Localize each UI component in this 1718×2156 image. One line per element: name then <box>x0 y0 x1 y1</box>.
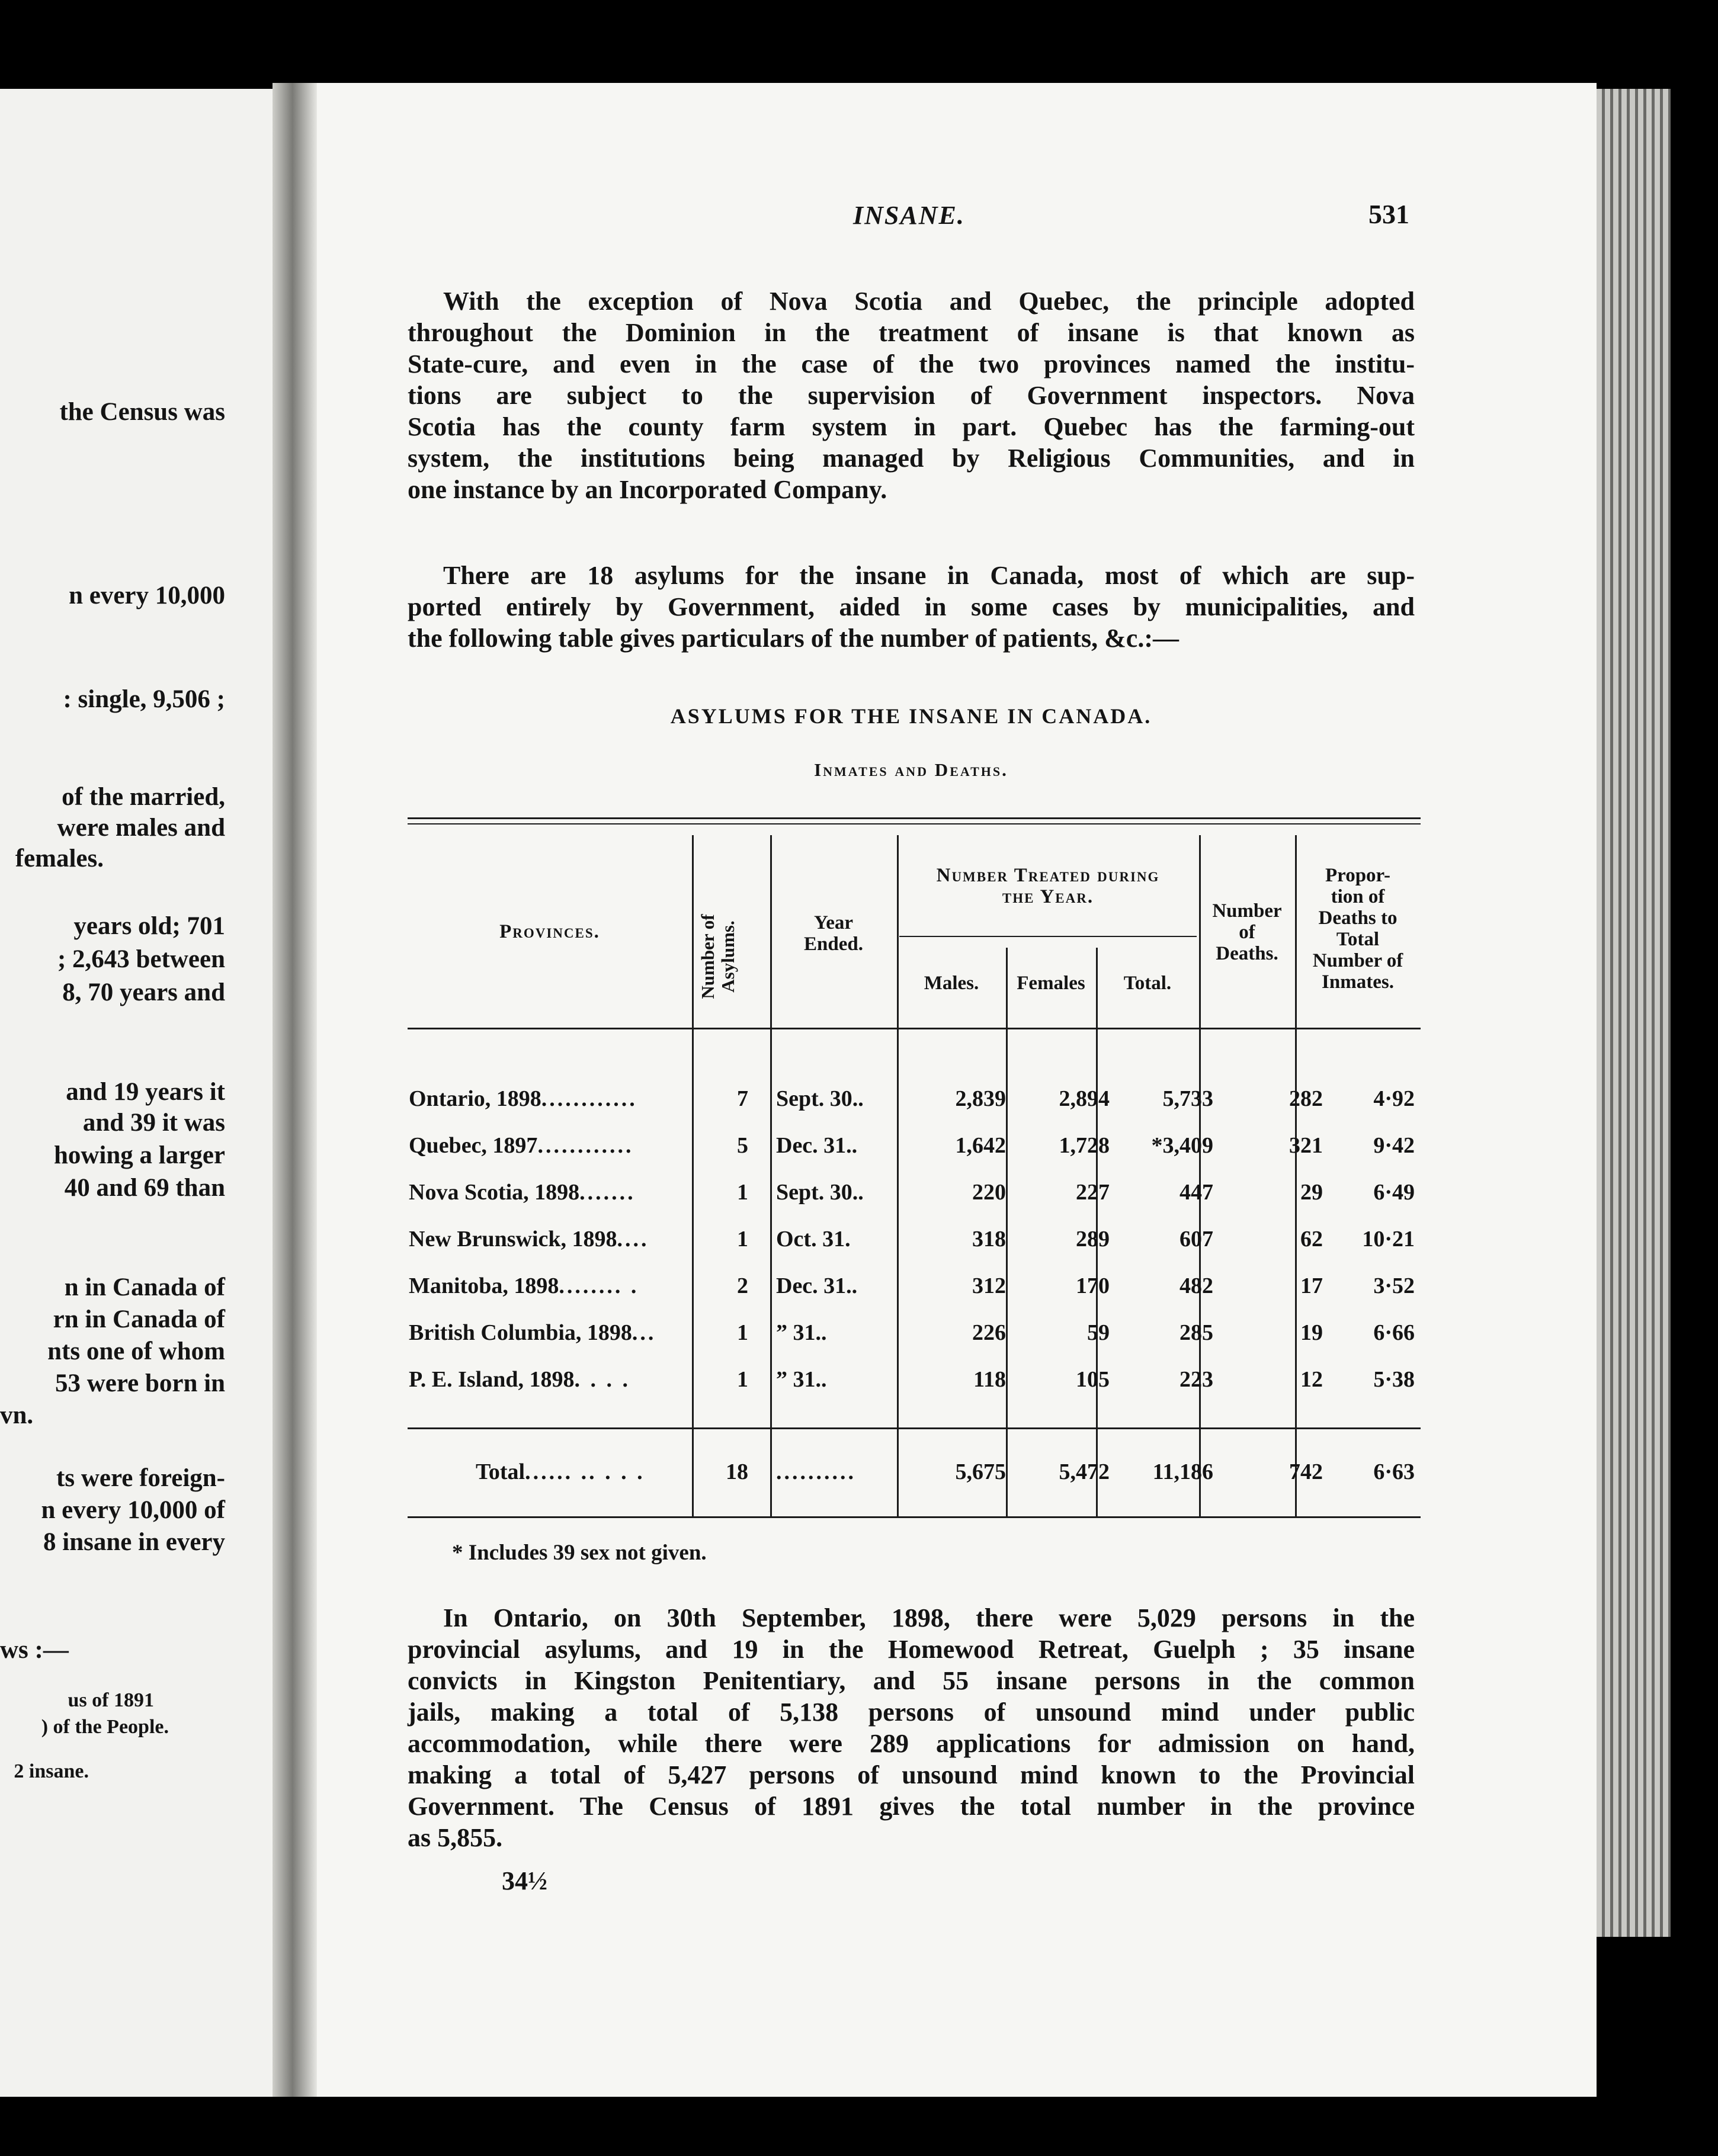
cell-asylums: 2 <box>737 1273 748 1298</box>
left-page-line: nts one of whom <box>47 1337 225 1365</box>
cell-year-ended: Dec. 31.. <box>776 1273 858 1298</box>
cell-province <box>476 1451 689 1493</box>
leader-dots: ...... .. . . . <box>525 1459 645 1484</box>
left-page-line: and 39 it was <box>82 1109 225 1137</box>
page-edges <box>1597 89 1674 1937</box>
table-rule <box>899 936 1197 937</box>
cell-year-ended: Sept. 30.. <box>776 1180 864 1205</box>
table-rule <box>408 1516 1421 1518</box>
paragraph-line: as 5,855. <box>408 1823 503 1852</box>
total-label: Total <box>476 1459 525 1484</box>
table-title: ASYLUMS FOR THE INSANE IN CANADA. <box>670 704 1152 728</box>
table-rule <box>408 817 1421 819</box>
province-name: Nova Scotia, 1898 <box>409 1180 580 1205</box>
left-page-line: were males and <box>57 814 225 842</box>
cell-proportion: 6·49 <box>1373 1180 1415 1205</box>
cell-year-ended: ” 31.. <box>776 1367 827 1392</box>
left-page-line: vn. <box>0 1401 34 1429</box>
paragraph-exception <box>408 285 1415 505</box>
leader-dots: ............ <box>541 1086 637 1111</box>
cell-proportion: 5·38 <box>1373 1367 1415 1392</box>
left-page-line: ) of the People. <box>41 1716 169 1738</box>
cell-females: 1,728 <box>1059 1133 1110 1158</box>
header-proportion-line3: Deaths to <box>1318 907 1398 929</box>
province-name: British Columbia, 1898 <box>409 1320 632 1345</box>
table-rule <box>408 1427 1421 1429</box>
header-year-ended-line1: Year <box>814 912 853 933</box>
cell-province <box>409 1078 687 1119</box>
cell-province <box>409 1265 687 1307</box>
cell-total: 447 <box>1179 1180 1213 1205</box>
leader-dots: ............ <box>537 1133 634 1158</box>
header-number-treated <box>897 865 1199 907</box>
paragraph-line: convicts in Kingston Penitentiary, and 55 insane persons in the common <box>408 1666 1415 1695</box>
header-number-of-asylums-line2: Asylums. <box>717 920 738 993</box>
paragraph-line: There are 18 asylums for the insane in Canada, most of which are sup- <box>443 561 1415 590</box>
left-page-line: us of 1891 <box>68 1689 154 1711</box>
table-row <box>408 1078 1421 1119</box>
header-proportion <box>1295 865 1421 993</box>
cell-females: 2,894 <box>1059 1086 1110 1111</box>
asylums-table <box>408 817 1421 1522</box>
left-page-line: howing a larger <box>53 1141 225 1169</box>
header-proportion-line5: Number of <box>1312 950 1403 971</box>
header-proportion-line2: tion of <box>1331 886 1385 907</box>
cell-total: 482 <box>1179 1273 1213 1298</box>
table-row <box>408 1312 1421 1353</box>
header-deaths-line1: Number <box>1212 900 1282 922</box>
footnote: * Includes 39 sex not given. <box>452 1541 707 1565</box>
left-page-line: females. <box>15 845 104 872</box>
cell-total: 11,186 <box>1152 1459 1213 1484</box>
book-gutter <box>273 83 317 2097</box>
cell-proportion: 6·66 <box>1373 1320 1415 1345</box>
leader-dots: ... <box>632 1320 656 1345</box>
left-page-line: 53 were born in <box>55 1369 225 1397</box>
header-number-of-asylums-line1: Number of <box>697 914 718 999</box>
province-name: Manitoba, 1898 <box>409 1273 559 1298</box>
cell-males: 226 <box>972 1320 1006 1345</box>
cell-asylums: 5 <box>737 1133 748 1158</box>
header-provinces: Provinces. <box>499 921 600 942</box>
cell-females: 227 <box>1076 1180 1110 1205</box>
cell-males: 118 <box>973 1367 1006 1392</box>
left-page-line: years old; 701 <box>73 912 225 940</box>
left-page-line: n in Canada of <box>64 1273 225 1301</box>
cell-males: 318 <box>972 1227 1006 1252</box>
left-page-line: ws :— <box>0 1636 69 1664</box>
table-rule <box>408 1028 1421 1029</box>
left-page-line: n every 10,000 <box>69 582 225 609</box>
cell-total: 223 <box>1179 1367 1213 1392</box>
paragraph-line: ported entirely by Government, aided in some cases by municipalities, and <box>408 592 1415 621</box>
paragraph-ontario <box>408 1602 1415 1853</box>
cell-females: 105 <box>1076 1367 1110 1392</box>
cell-deaths: 19 <box>1300 1320 1323 1345</box>
cell-deaths: 321 <box>1289 1133 1323 1158</box>
cell-year-ended: Oct. 31. <box>776 1227 851 1252</box>
left-page <box>0 89 273 2097</box>
cell-proportion: 10·21 <box>1362 1227 1415 1252</box>
header-number-treated-line2: the Year. <box>1002 886 1094 907</box>
left-page-line: the Census was <box>59 398 225 426</box>
running-title: INSANE. <box>853 201 965 230</box>
cell-males: 312 <box>972 1273 1006 1298</box>
left-page-line: n every 10,000 of <box>41 1496 225 1524</box>
left-page-line: 2 insane. <box>14 1760 89 1782</box>
province-name: New Brunswick, 1898 <box>409 1227 617 1252</box>
header-proportion-line6: Inmates. <box>1322 971 1394 993</box>
left-page-line: 8 insane in every <box>43 1528 225 1556</box>
header-number-treated-line1: Number Treated during <box>936 865 1160 886</box>
left-page-line: ; 2,643 between <box>57 945 225 973</box>
cell-deaths: 282 <box>1289 1086 1323 1111</box>
table-row <box>408 1359 1421 1400</box>
cell-asylums: 7 <box>737 1086 748 1111</box>
cell-total: *3,409 <box>1151 1133 1213 1158</box>
header-proportion-line4: Total <box>1336 929 1380 950</box>
cell-province <box>409 1218 687 1260</box>
header-deaths-line2: of <box>1239 922 1255 943</box>
left-page-line: of the married, <box>62 783 225 811</box>
header-females: Females <box>1017 973 1085 994</box>
leader-dots: ........ . <box>559 1273 639 1298</box>
header-year-ended <box>770 912 897 955</box>
header-deaths-line3: Deaths. <box>1216 943 1278 964</box>
cell-year-ended: ” 31.. <box>776 1320 827 1345</box>
paragraph-line: system, the institutions being managed by Religious Communities, and in <box>408 444 1415 473</box>
table-total-row <box>408 1451 1421 1493</box>
paragraph-line: tions are subject to the supervision of Government inspectors. Nova <box>408 381 1415 410</box>
province-name: P. E. Island, 1898 <box>409 1367 575 1392</box>
cell-asylums: 18 <box>726 1459 748 1484</box>
cell-year-ended: .......... <box>776 1459 856 1484</box>
signature-mark: 34½ <box>502 1866 547 1895</box>
left-page-line: ts were foreign- <box>56 1464 225 1492</box>
cell-asylums: 1 <box>737 1367 748 1392</box>
cell-deaths: 742 <box>1289 1459 1323 1484</box>
cell-males: 1,642 <box>955 1133 1006 1158</box>
cell-total: 607 <box>1179 1227 1213 1252</box>
cell-total: 5,733 <box>1162 1086 1213 1111</box>
cell-asylums: 1 <box>737 1320 748 1345</box>
cell-year-ended: Sept. 30.. <box>776 1086 864 1111</box>
cell-females: 5,472 <box>1059 1459 1110 1484</box>
cell-province <box>409 1312 687 1353</box>
paragraph-line: Government. The Census of 1891 gives the total number in the province <box>408 1792 1415 1821</box>
paragraph-line: Scotia has the county farm system in part. Quebec has the farming-out <box>408 412 1415 441</box>
header-males: Males. <box>924 973 979 994</box>
cell-province <box>409 1359 687 1400</box>
header-total: Total. <box>1123 973 1172 994</box>
cell-year-ended: Dec. 31.. <box>776 1133 858 1158</box>
table-rule <box>408 823 1421 824</box>
cell-proportion: 9·42 <box>1373 1133 1415 1158</box>
leader-dots: ....... <box>579 1180 636 1205</box>
page-number: 531 <box>1368 199 1409 229</box>
cell-asylums: 1 <box>737 1180 748 1205</box>
cell-deaths: 12 <box>1300 1367 1323 1392</box>
cell-deaths: 17 <box>1300 1273 1323 1298</box>
left-page-line: and 19 years it <box>66 1078 225 1106</box>
paragraph-line: In Ontario, on 30th September, 1898, there were 5,029 persons in the <box>443 1603 1415 1632</box>
cell-females: 170 <box>1076 1273 1110 1298</box>
cell-deaths: 62 <box>1300 1227 1323 1252</box>
paragraph-line: State-cure, and even in the case of the two provinces named the institu- <box>408 349 1415 378</box>
table-row <box>408 1265 1421 1307</box>
paragraph-asylums <box>408 560 1415 654</box>
paragraph-line: the following table gives particulars of the number of patients, &c.:— <box>408 624 1179 653</box>
left-page-line: : single, 9,506 ; <box>63 685 225 713</box>
province-name: Quebec, 1897 <box>409 1133 538 1158</box>
leader-dots: .... <box>617 1227 649 1252</box>
header-proportion-line1: Propor- <box>1325 865 1390 886</box>
cell-asylums: 1 <box>737 1227 748 1252</box>
paragraph-line: making a total of 5,427 persons of unsound mind known to the Provincial <box>408 1760 1415 1789</box>
table-subtitle: Inmates and Deaths. <box>814 759 1008 780</box>
left-page-line: 8, 70 years and <box>62 978 225 1006</box>
cell-proportion: 3·52 <box>1373 1273 1415 1298</box>
cell-deaths: 29 <box>1300 1180 1323 1205</box>
paragraph-line: jails, making a total of 5,138 persons of unsound mind under public <box>408 1698 1415 1727</box>
cell-males: 220 <box>972 1180 1006 1205</box>
cell-total: 285 <box>1179 1320 1213 1345</box>
cell-proportion: 6·63 <box>1373 1459 1415 1484</box>
cell-females: 59 <box>1087 1320 1110 1345</box>
cell-province <box>409 1172 687 1213</box>
paragraph-line: one instance by an Incorporated Company. <box>408 475 887 504</box>
table-row <box>408 1125 1421 1166</box>
edge-shadow <box>1671 89 1718 1937</box>
cell-province <box>409 1125 687 1166</box>
table-row <box>408 1218 1421 1260</box>
table-row <box>408 1172 1421 1213</box>
header-year-ended-line2: Ended. <box>804 933 863 955</box>
cell-females: 289 <box>1076 1227 1110 1252</box>
paragraph-line: accommodation, while there were 289 applications for admission on hand, <box>408 1729 1415 1758</box>
leader-dots: . . . . <box>574 1367 630 1392</box>
left-page-line: rn in Canada of <box>53 1305 225 1333</box>
header-number-of-deaths <box>1199 900 1295 964</box>
paragraph-line: With the exception of Nova Scotia and Quebec, the principle adopted <box>443 287 1415 316</box>
cell-males: 2,839 <box>955 1086 1006 1111</box>
cell-proportion: 4·92 <box>1373 1086 1415 1111</box>
paragraph-line: throughout the Dominion in the treatment of insane is that known as <box>408 318 1415 347</box>
paragraph-line: provincial asylums, and 19 in the Homewood Retreat, Guelph ; 35 insane <box>408 1635 1415 1664</box>
cell-males: 5,675 <box>955 1459 1006 1484</box>
left-page-line: 40 and 69 than <box>64 1174 225 1202</box>
province-name: Ontario, 1898 <box>409 1086 541 1111</box>
